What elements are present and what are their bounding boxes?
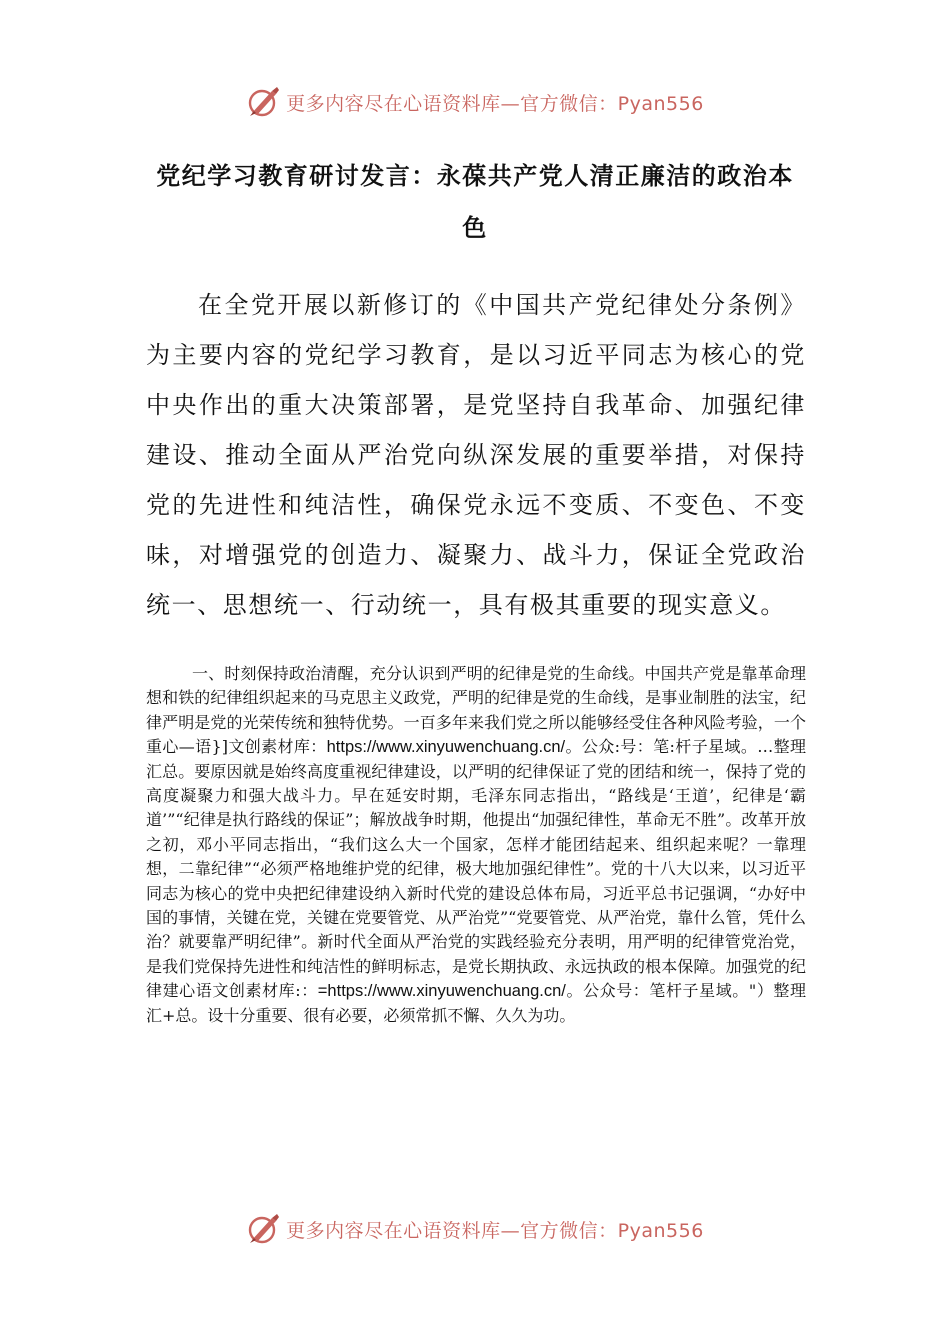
section-text-part3: 。公众号：笔杆子星域。"）整理汇+总。设十分重要、很有必要，必须常抓不懈、久久为功。 [146, 981, 806, 1025]
section-text-part1: 一、时刻保持政治清醒，充分认识到严明的纪律是党的生命线。中国共产党是靠革命理想和铁的纪律组织起来的马克思主义政党，严明的纪律是党的生命线，是事业制胜的法宝，纪律严明是党的光荣传统和独特优势。一百多年来我们党之所以能够经受住各种风险考验，一个重心—语}]文创素材库： [146, 664, 806, 757]
header-banner [0, 80, 950, 124]
section-text-part2: 。公众:号：笔:杆子星域。…整理汇总。要原因就是始终高度重视纪律建设，以严明的纪律保证了党的团结和统一，保持了党的高度凝聚力和强大战斗力。早在延安时期，毛泽东同志指出，“路线是‘王道’，纪律是‘霸道’”“纪律是执行路线的保证”；解放战争时期，他提出“加强纪律性，革命无不胜”。改革开放之初，邓小平同志指出，“我们这么大一个国家，怎样才能团结起来、组织起来呢？一靠理想，二靠纪律”“必须严格地维护党的纪律，极大地加强纪律性”。党的十八大以来，以习近平同志为核心的党中央把纪律建设纳入新时代党的建设总体布局，习近平总书记强调，“办好中国的事情，关键在党，关键在党要管党、从严治党”“党要管党、从严治党，靠什么管，凭什么治？就要靠严明纪律”。新时代全面从严治党的实践经验充分表明，用严明的纪律管党治党，是我们党保持先进性和纯洁性的鲜明标志，是党长期执政、永远执政的根本保障。加强党的纪律建心语文创素材库:： [146, 737, 806, 1001]
footer-banner [0, 1207, 950, 1251]
intro-paragraph: 在全党开展以新修订的《中国共产党纪律处分条例》为主要内容的党纪学习教育，是以习近平同志为核心的党中央作出的重大决策部署，是党坚持自我革命、加强纪律建设、推动全面从严治党向纵深发展的重要举措，对保持党的先进性和纯洁性，确保党永远不变质、不变色、不变味，对增强党的创造力、凝聚力、战斗力，保证全党政治统一、思想统一、行动统一，具有极其重要的现实意义。 [146, 291, 806, 619]
banner-text-id: Pyan556 [617, 1219, 704, 1242]
document-title: 党纪学习教育研讨发言：永葆共产党人清正廉洁的政治本色 [156, 162, 794, 242]
banner-text [286, 89, 704, 116]
section-url-1: https://www.xinyuwenchuang.cn/ [326, 738, 566, 757]
section-url-2: =https://www.xinyuwenchuang.cn/ [317, 982, 566, 1001]
banner-text-cn: 更多内容尽在心语资料库—官方微信： [286, 92, 618, 115]
pen-logo-icon [246, 85, 280, 119]
banner-text-cn: 更多内容尽在心语资料库—官方微信： [286, 1219, 618, 1242]
pen-logo-icon [246, 1212, 280, 1246]
section-paragraph [146, 662, 806, 1028]
banner-text-id: Pyan556 [617, 92, 704, 115]
banner-text [286, 1216, 704, 1243]
